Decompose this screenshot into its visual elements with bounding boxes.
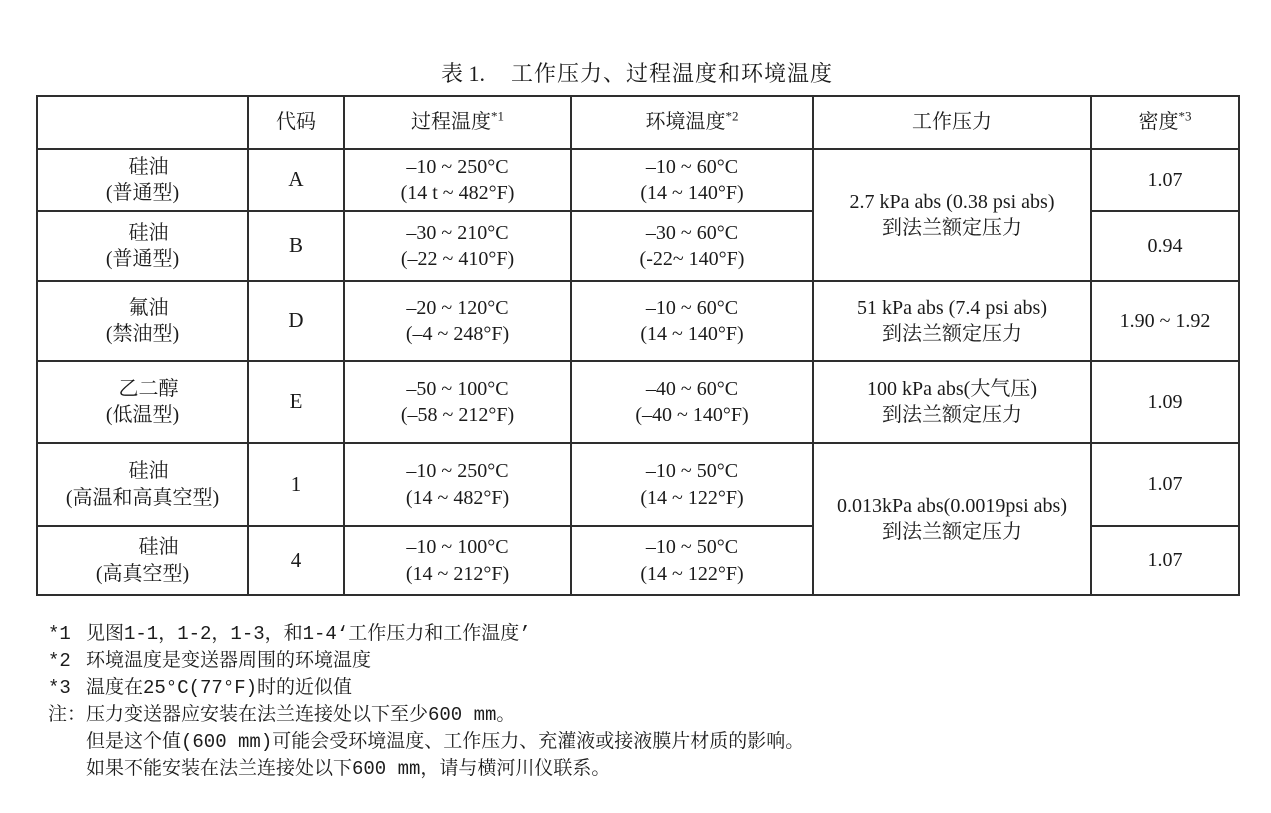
cell-process-temp	[344, 211, 571, 281]
temp-fahrenheit: (-22~ 140°F)	[639, 248, 745, 270]
fluid-type: (高温和高真空型)	[65, 486, 220, 509]
temp-celsius: –10 ~ 100°C	[406, 536, 509, 559]
cell-working-pressure	[813, 149, 1091, 281]
fluid-type: (低温型)	[105, 404, 180, 426]
footnote-marker: *1	[48, 623, 71, 645]
fluid-type: (禁油型)	[105, 323, 180, 345]
pressure-limit: 到法兰额定压力	[882, 521, 1022, 543]
note-line-3	[48, 756, 1228, 783]
cell-code: 4	[248, 526, 344, 595]
note-text: 压力变送器应安装在法兰连接处以下至少600 mm。	[86, 704, 516, 726]
footnote-3	[48, 675, 1228, 702]
pressure-limit: 到法兰额定压力	[882, 404, 1022, 426]
temp-fahrenheit: (14 ~ 122°F)	[640, 562, 744, 585]
note-marker: 注：	[48, 704, 87, 726]
pressure-limit: 到法兰额定压力	[882, 323, 1022, 345]
table-caption-text: 工作压力、过程温度和环境温度	[511, 61, 834, 86]
cell-code: A	[248, 149, 344, 211]
header-process-temp-label: 过程温度	[411, 111, 491, 134]
fluid-name: 乙二醇	[118, 377, 179, 400]
cell-code: 1	[248, 443, 344, 526]
cell-density: 1.09	[1091, 361, 1239, 443]
temp-fahrenheit: (14 ~ 482°F)	[405, 486, 510, 509]
cell-code: B	[248, 211, 344, 281]
temp-fahrenheit: (–40 ~ 140°F)	[635, 404, 749, 426]
temp-celsius: –50 ~ 100°C	[406, 377, 509, 400]
note-text: 如果不能安装在法兰连接处以下600 mm，请与横河川仪联系。	[86, 758, 611, 780]
header-row	[37, 96, 1239, 149]
temp-fahrenheit: (14 ~ 122°F)	[640, 486, 744, 509]
cell-fluid	[37, 281, 248, 361]
fluid-name: 氟油	[128, 296, 169, 319]
header-density-label: 密度	[1138, 111, 1179, 134]
cell-process-temp	[344, 361, 571, 443]
cell-fluid	[37, 211, 248, 281]
cell-density: 1.90 ~ 1.92	[1091, 281, 1239, 361]
fluid-type: (普通型)	[105, 182, 180, 204]
cell-fluid	[37, 361, 248, 443]
note-line-2	[48, 729, 1228, 756]
header-blank	[37, 96, 248, 149]
cell-code: D	[248, 281, 344, 361]
footnote-text: 见图1-1，1-2，1-3，和1-4‘工作压力和工作温度’	[86, 623, 531, 645]
temp-celsius: –10 ~ 250°C	[406, 155, 509, 178]
footnote-ref-3: *3	[1178, 108, 1192, 124]
temp-fahrenheit: (14 ~ 140°F)	[640, 323, 744, 345]
cell-working-pressure	[813, 281, 1091, 361]
table-row-code-1	[37, 443, 1239, 526]
pressure-limit: 到法兰额定压力	[882, 217, 1022, 239]
table-caption-number: 表 1.	[440, 61, 485, 86]
cell-fluid	[37, 149, 248, 211]
temp-fahrenheit: (–4 ~ 248°F)	[405, 323, 510, 345]
temp-celsius: –10 ~ 250°C	[406, 460, 509, 483]
fluid-name: 硅油	[128, 460, 169, 483]
fluid-type: (普通型)	[105, 248, 180, 270]
table-caption	[36, 57, 1238, 88]
note-text: 但是这个值(600 mm)可能会受环境温度、工作压力、充灌液或接液膜片材质的影响。	[86, 731, 805, 753]
fluid-name: 硅油	[128, 155, 169, 178]
footnote-ref-1: *1	[491, 108, 504, 124]
temp-celsius: –40 ~ 60°C	[645, 377, 739, 400]
cell-working-pressure	[813, 443, 1091, 595]
cell-fluid	[37, 443, 248, 526]
fluid-name: 硅油	[128, 221, 169, 244]
footnote-marker: *2	[48, 650, 71, 672]
table-row-code-e	[37, 361, 1239, 443]
header-ambient-temp-label: 环境温度	[645, 111, 726, 134]
temp-fahrenheit: (–58 ~ 212°F)	[400, 404, 515, 426]
cell-ambient-temp	[571, 443, 813, 526]
pressure-value: 2.7 kPa abs (0.38 psi abs)	[849, 190, 1055, 213]
temp-fahrenheit: (14 t ~ 482°F)	[400, 182, 515, 204]
temp-celsius: –30 ~ 210°C	[406, 221, 509, 244]
table-row-code-a	[37, 149, 1239, 211]
header-process-temp	[344, 96, 571, 149]
footnote-2	[48, 648, 1228, 675]
pressure-value: 100 kPa abs(大气压)	[867, 377, 1037, 400]
cell-density: 0.94	[1091, 211, 1239, 281]
temp-celsius: –20 ~ 120°C	[406, 296, 509, 319]
temp-celsius: –30 ~ 60°C	[645, 221, 739, 244]
header-working-pressure: 工作压力	[813, 96, 1091, 149]
pressure-value: 51 kPa abs (7.4 psi abs)	[857, 296, 1047, 319]
cell-ambient-temp	[571, 526, 813, 595]
footnote-ref-2: *2	[725, 108, 739, 124]
note-line-1	[48, 702, 1228, 729]
cell-ambient-temp	[571, 149, 813, 211]
header-ambient-temp	[571, 96, 813, 149]
footnote-1	[48, 621, 1228, 648]
temp-celsius: –10 ~ 60°C	[645, 155, 739, 178]
cell-density: 1.07	[1091, 526, 1239, 595]
cell-process-temp	[344, 526, 571, 595]
cell-process-temp	[344, 443, 571, 526]
temp-celsius: –10 ~ 50°C	[645, 460, 739, 483]
fluid-type: (高真空型)	[95, 562, 190, 585]
footnotes	[48, 621, 1228, 783]
cell-density: 1.07	[1091, 443, 1239, 526]
header-code: 代码	[248, 96, 344, 149]
temp-celsius: –10 ~ 50°C	[645, 536, 739, 559]
footnote-text: 环境温度是变送器周围的环境温度	[86, 650, 372, 672]
fluid-name: 硅油	[138, 536, 179, 559]
cell-code: E	[248, 361, 344, 443]
spec-table	[36, 95, 1240, 596]
cell-process-temp	[344, 149, 571, 211]
cell-ambient-temp	[571, 211, 813, 281]
temp-celsius: –10 ~ 60°C	[645, 296, 739, 319]
table-row-code-d	[37, 281, 1239, 361]
temp-fahrenheit: (14 ~ 140°F)	[640, 182, 744, 204]
footnote-marker: *3	[48, 677, 71, 699]
temp-fahrenheit: (14 ~ 212°F)	[405, 562, 510, 585]
footnote-text: 温度在25°C(77°F)时的近似值	[86, 677, 353, 699]
temp-fahrenheit: (–22 ~ 410°F)	[400, 248, 515, 270]
cell-working-pressure	[813, 361, 1091, 443]
cell-density: 1.07	[1091, 149, 1239, 211]
cell-ambient-temp	[571, 361, 813, 443]
header-density	[1091, 96, 1239, 149]
cell-fluid	[37, 526, 248, 595]
pressure-value: 0.013kPa abs(0.0019psi abs)	[837, 494, 1067, 517]
cell-ambient-temp	[571, 281, 813, 361]
cell-process-temp	[344, 281, 571, 361]
